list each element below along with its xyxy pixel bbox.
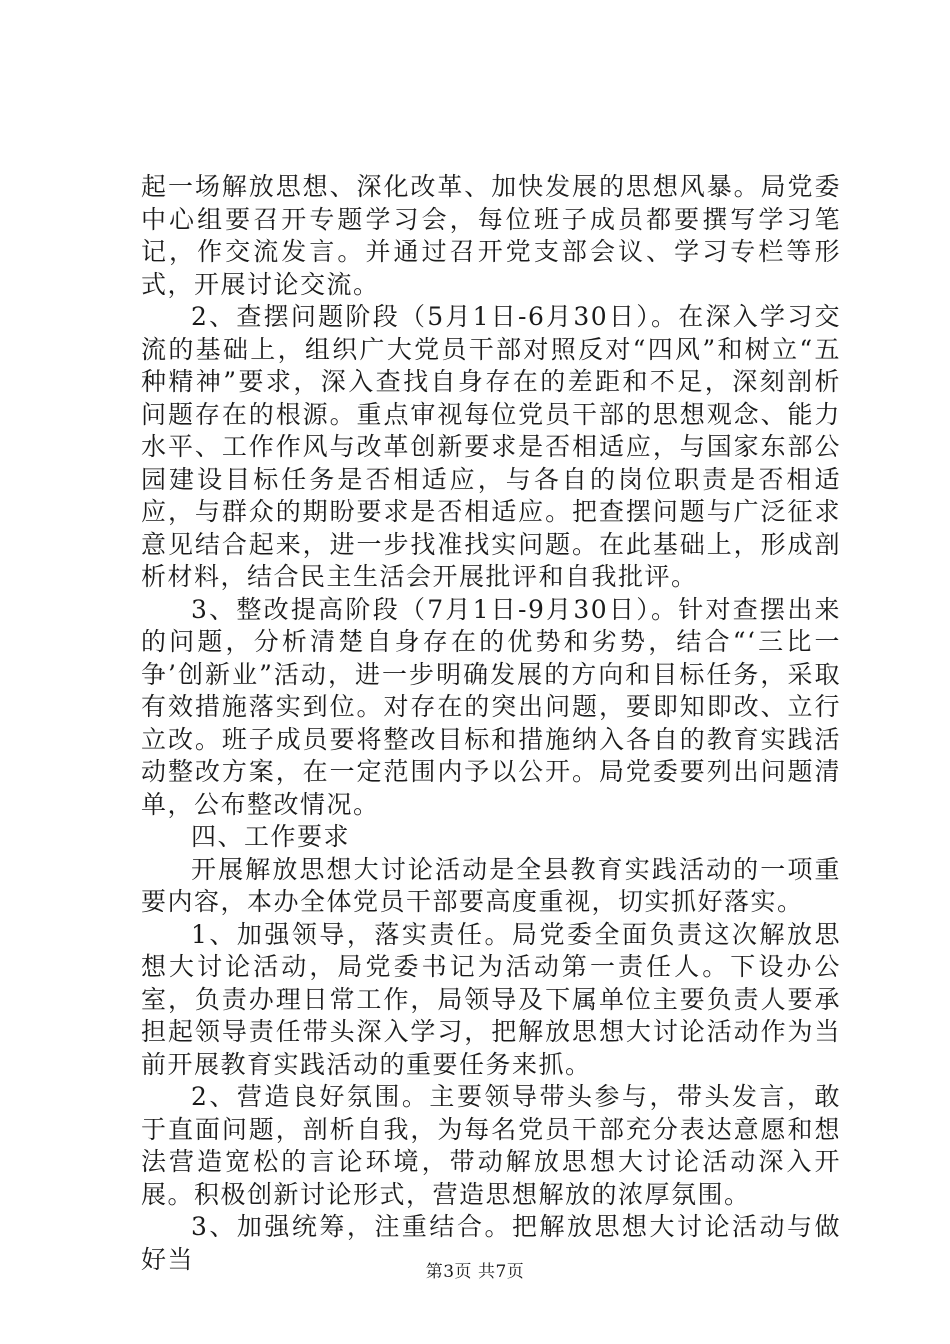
document-body xyxy=(141,171,841,1276)
paragraph-continuation: 起一场解放思想、深化改革、加快发展的思想风暴。局党委中心组要召开专题学习会，每位班子成员都要撰写学习笔记，作交流发言。并通过召开党支部会议、学习专栏等形式，开展讨论交流。 xyxy=(141,172,841,299)
paragraph-requirement-1: 1、加强领导，落实责任。局党委全面负责这次解放思想大讨论活动，局党委书记为活动第一责任人。下设办公室，负责办理日常工作，局领导及下属单位主要负责人要承担起领导责任带头深入学习，把解放思想大讨论活动作为当前开展教育实践活动的重要任务来抓。 xyxy=(141,919,841,1079)
page-footer xyxy=(0,1257,950,1282)
paragraph-stage-3: 3、整改提高阶段（7月1日-9月30日）。针对查摆出来的问题，分析清楚自身存在的优势和劣势，结合“‘三比一争’创新业”活动，进一步明确发展的方向和目标任务，采取有效措施落实到位。对存在的突出问题，要即知即改、立行立改。班子成员要将整改目标和措施纳入各自的教育实践活动整改方案，在一定范围内予以公开。局党委要列出问题清单，公布整改情况。 xyxy=(141,594,841,819)
page-number-label: 第3页 共7页 xyxy=(425,1262,525,1282)
paragraph-stage-2: 2、查摆问题阶段（5月1日-6月30日）。在深入学习交流的基础上，组织广大党员干部对照反对“四风”和树立“五种精神”要求，深入查找自身存在的差距和不足，深刻剖析问题存在的根源。重点审视每位党员干部的思想观念、能力水平、工作作风与改革创新要求是否相适应，与国家东部公园建设目标任务是否相适应，与各自的岗位职责是否相适应，与群众的期盼要求是否相适应。把查摆问题与广泛征求意见结合起来，进一步找准找实问题。在此基础上，形成剖析材料，结合民主生活会开展批评和自我批评。 xyxy=(141,302,841,591)
paragraph-requirement-3: 3、加强统筹，注重结合。把解放思想大讨论活动与做好当 xyxy=(141,1212,841,1274)
paragraph-requirements-intro: 开展解放思想大讨论活动是全县教育实践活动的一项重要内容，本办全体党员干部要高度重视，切实抓好落实。 xyxy=(141,854,841,916)
section-heading-work-requirements: 四、工作要求 xyxy=(191,822,351,851)
paragraph-requirement-2: 2、营造良好氛围。主要领导带头参与，带头发言，敢于直面问题，剖析自我，为每名党员干部充分表达意愿和想法营造宽松的言论环境，带动解放思想大讨论活动深入开展。积极创新讨论形式，营造思想解放的浓厚氛围。 xyxy=(141,1082,841,1209)
